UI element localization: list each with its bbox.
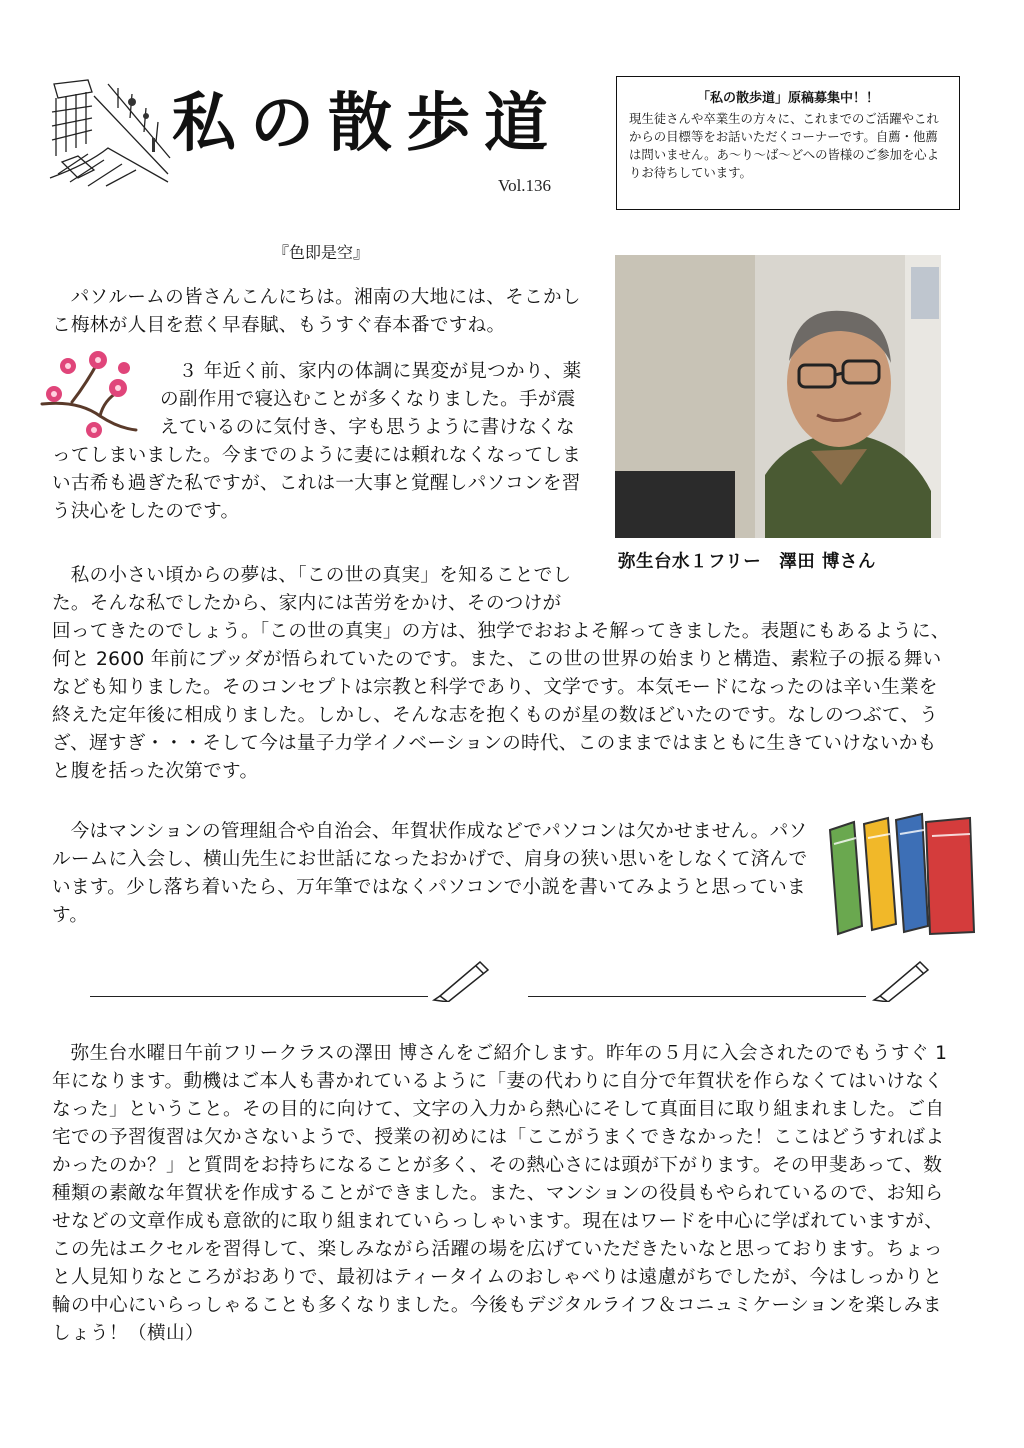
notice-body: 現生徒さんや卒業生の方々に、これまでのご活躍やこれからの目標等をお話いただくコーナーです。自薦・他薦は問いません。あ～り～ば～どへの皆様のご参加を心よりお待ちしています。: [629, 111, 940, 180]
recruitment-notice: [616, 76, 960, 210]
essay-paragraph: 今はマンションの管理組合や自治会、年賀状作成などでパソコンは欠かせません。パソルームに入会し、横山先生にお世話になったおかげで、肩身の狭い思いをしなくて済んでいます。少し落ち着いたら、万年筆ではなくパソコンで小説を書いてみようと思っています。: [52, 821, 808, 926]
teacher-note: 弥生台水曜日午前フリークラスの澤田 博さんをご紹介します。昨年の５月に入会されたのでもうすぐ 1 年になります。動機はご本人も書かれているように「妻の代わりに自分で年賀状を作らなくてはいけなくなった」ということ。その目的に向けて、文字の入力から熱心にそして真面目に取り組まれました。ご自宅での予習復習は欠かさないようで、授業の初めには「ここがうまくできなかった！ここはどうすればよかったのか？」と質問をお持ちになることが多く、その熱心さには頭が下がります。その甲斐あって、数種類の素敵な年賀状を作成することができました。また、マンションの役員もやられているので、お知らせなどの文章作成も意欲的に取り組まれていらっしゃいます。現在はワードを中心に学ばれていますが、この先はエクセルを習得して、楽しみながら活躍の場を広げていただきたいなと思っております。ちょっと人見知りなところがおありで、最初はティータイムのおしゃべりは遠慮がちでしたが、今はしっかりと輪の中心にいらっしゃることも多くなりました。今後もデジタルライフ＆コニュミケーションを楽しみましょう！（横山）: [52, 1043, 948, 1344]
divider-line: [528, 996, 866, 997]
essay-paragraph: [52, 562, 952, 786]
volume-number: Vol.136: [498, 176, 552, 195]
essay-paragraph: パソルームの皆さんこんにちは。湘南の大地には、そこかしこ梅林が人目を惹く早春賦、もうすぐ春本番ですね。: [52, 287, 581, 336]
pencil-icon: [870, 958, 932, 1002]
pencil-icon: [430, 958, 492, 1002]
books-icon: [826, 808, 976, 942]
photo-caption: 弥生台水１フリー 澤田 博さん: [618, 552, 876, 572]
notice-title: 「私の散歩道」原稿募集中！！: [696, 91, 879, 106]
street-sketch-icon: [48, 78, 174, 190]
essay-paragraph-text: ３ 年近く前、家内の体調に異変が見つかり、薬の副作用で寝込むことが多くなりました。手が震えているのに気付き、字も思うように書けなくなってしまいました。今までのように妻には頼れなくなってしまい古希も過ぎた私ですが、これは一大事と覚醒しパソコンを習う決心をしたのです。: [52, 361, 582, 522]
newsletter-title: 私の散歩道: [172, 86, 562, 161]
essay-paragraph-text: 私の小さい頃からの夢は、「この世の真実」を知ることでした。そんな私でしたから、家内には苦労をかけ、そのつけが回ってきたのでしょう。「この世の真実」の方は、独学でおおよそ解ってきました。表題にもあるように、何と 2600 年前にブッダが悟られていたのです。また、この世の世界の始まりと構造、素粒子の振る舞いなども知りました。そのコンセプトは宗教と科学であり、文学です。本気モードになったのは辛い生業を終えた定年後に相成りました。しかし、そんな志を抱くものが星の数ほどいたのです。なしのつぶて、うざ、遅すぎ・・・そして今は量子力学イノベーションの時代、このままではまともに生きていけないかもと腹を括った次第です。: [52, 565, 950, 782]
plum-blossom-icon: [38, 344, 142, 444]
divider-line: [90, 996, 428, 997]
essay-title: 『色即是空』: [273, 243, 370, 262]
portrait-photo: [615, 255, 941, 538]
